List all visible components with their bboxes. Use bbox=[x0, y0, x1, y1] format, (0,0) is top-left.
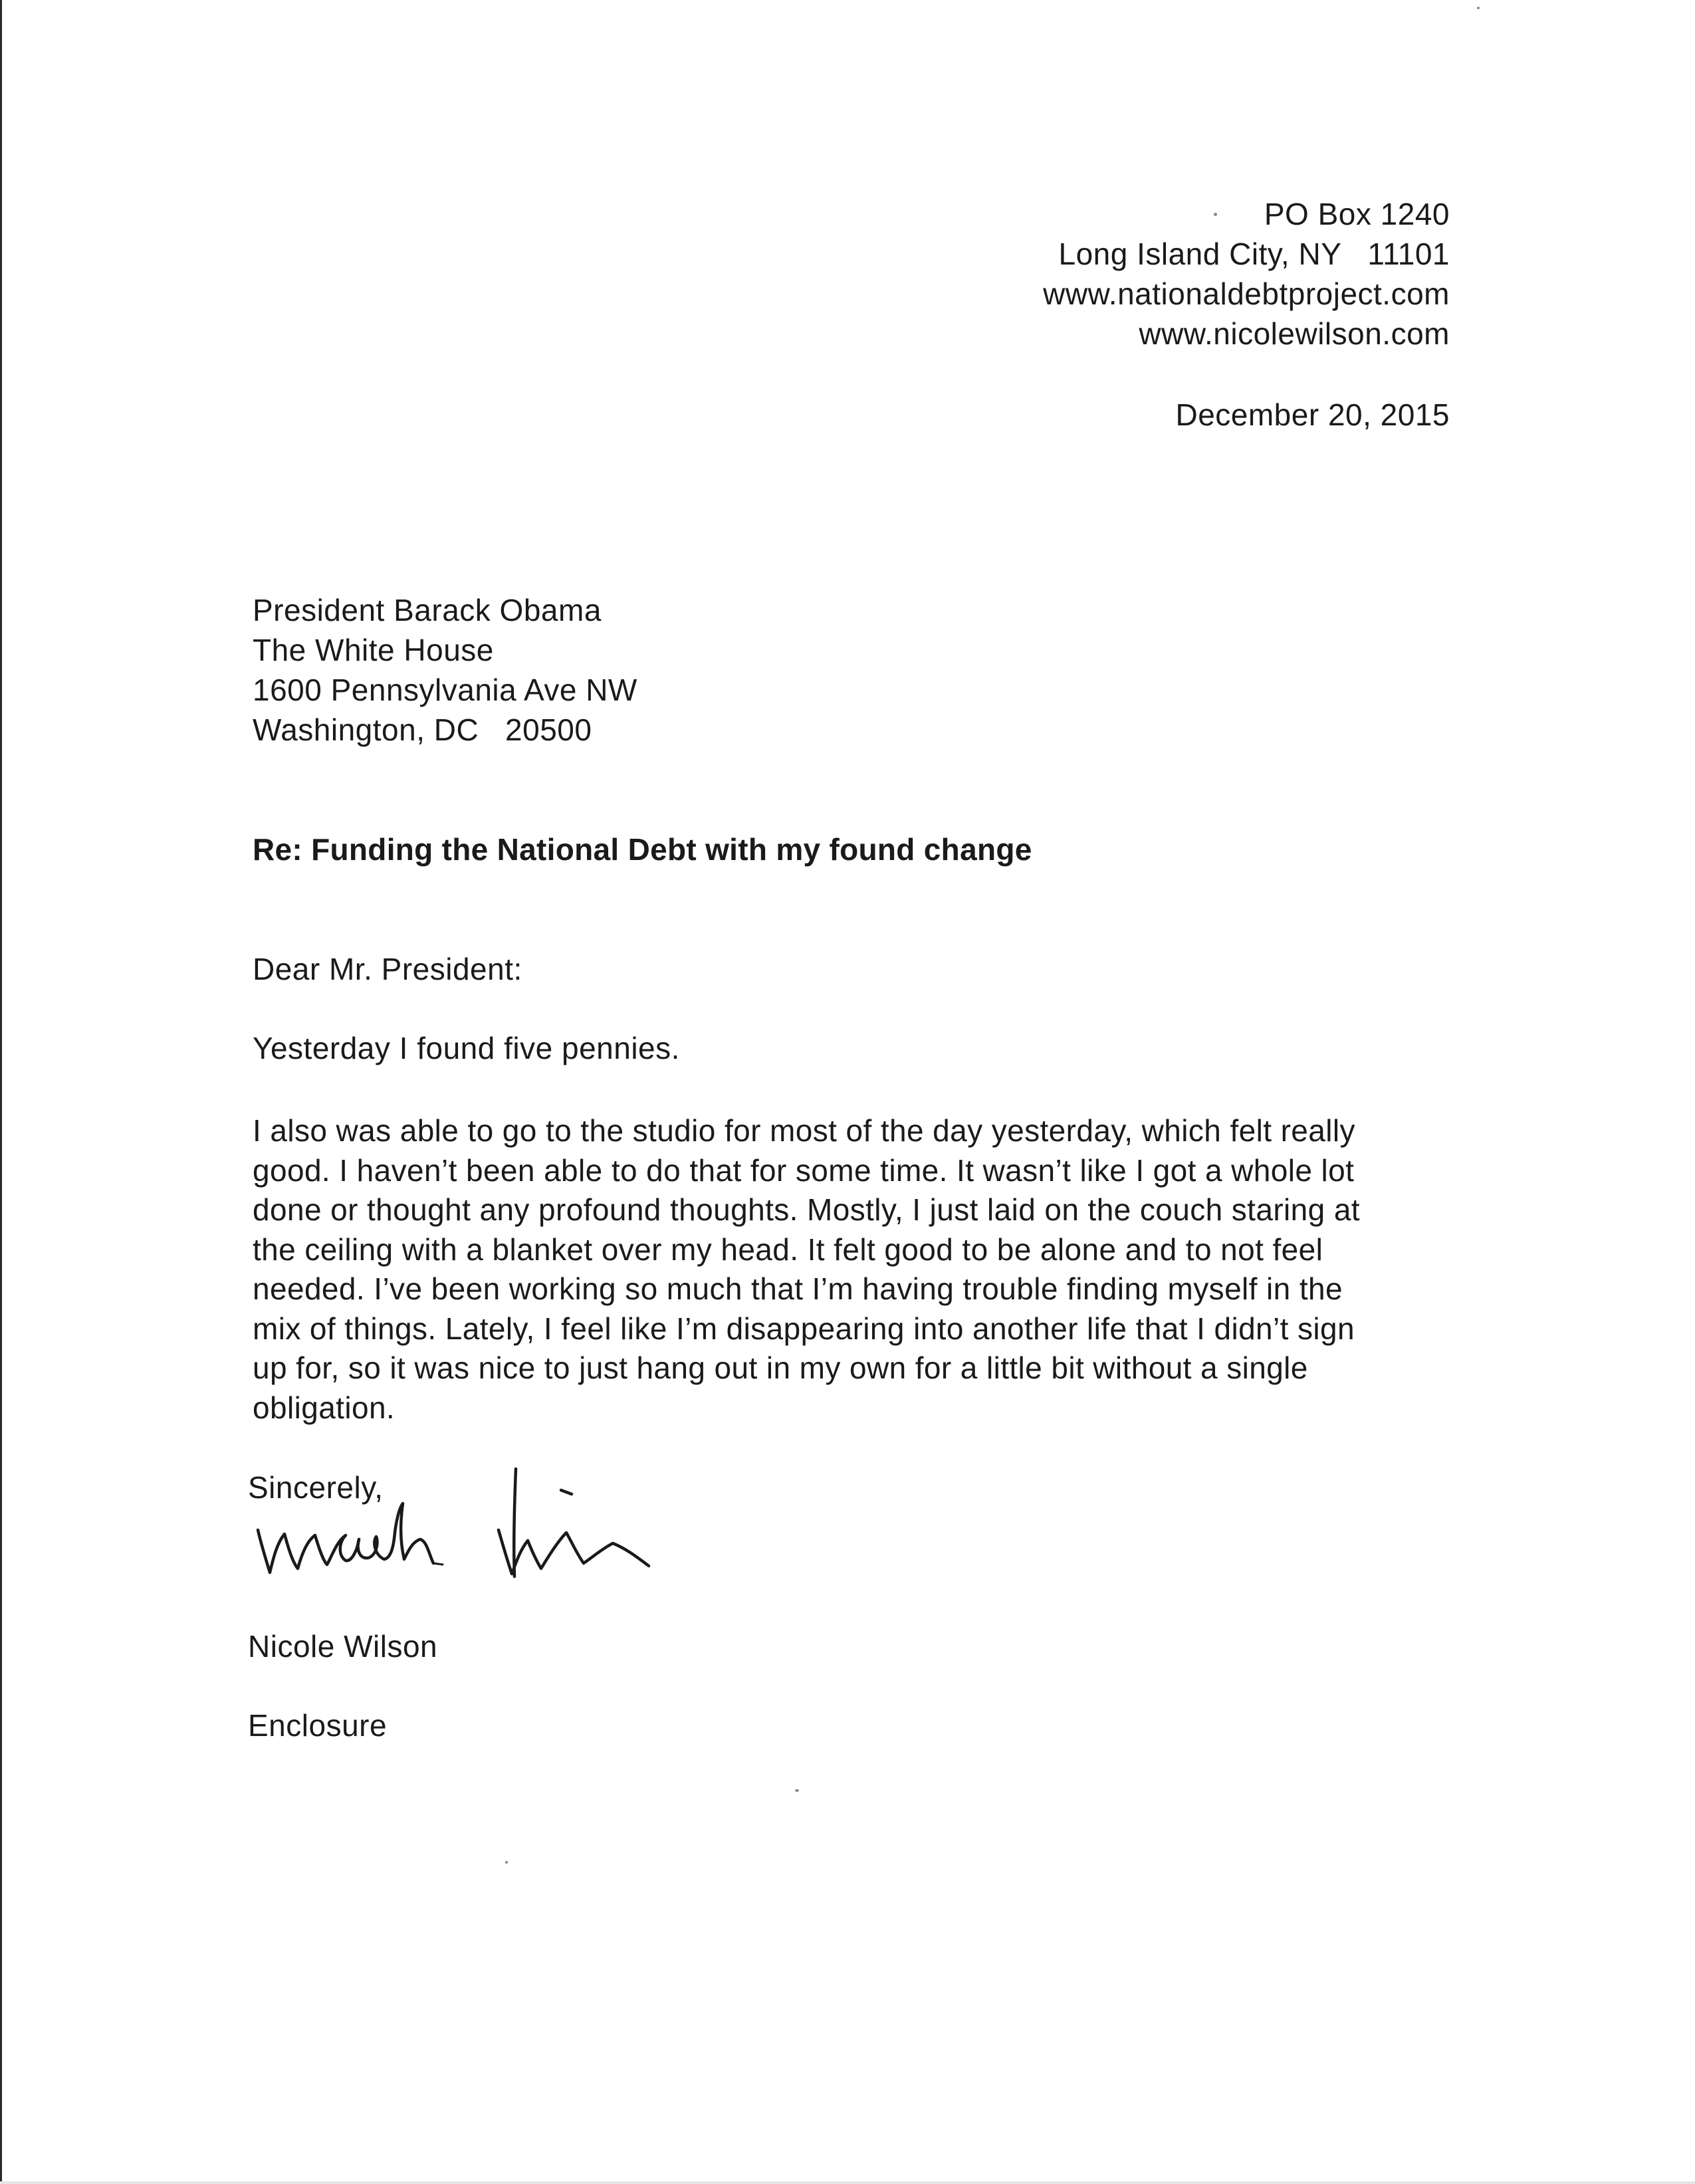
handwritten-signature bbox=[246, 1442, 671, 1602]
body-line: obligation. bbox=[253, 1390, 396, 1425]
signer-name: Nicole Wilson bbox=[248, 1629, 438, 1664]
return-address bbox=[1043, 194, 1450, 354]
body-paragraph bbox=[253, 1111, 1462, 1428]
recipient-address bbox=[253, 590, 637, 750]
scan-edge-bottom bbox=[0, 2181, 1695, 2184]
return-address-line: Long Island City, NY 11101 bbox=[1058, 237, 1450, 271]
website-link: www.nicolewilson.com bbox=[1139, 316, 1450, 351]
return-address-line: PO Box 1240 bbox=[1264, 197, 1450, 231]
enclosure-note: Enclosure bbox=[248, 1708, 388, 1743]
body-line: the ceiling with a blanket over my head. It felt good to be alone and to not feel bbox=[253, 1232, 1323, 1267]
website-link: www.nationaldebtproject.com bbox=[1043, 276, 1450, 311]
body-line: needed. I’ve been working so much that I’m having trouble finding myself in the bbox=[253, 1271, 1343, 1306]
recipient-line: The White House bbox=[253, 633, 494, 667]
body-line: I also was able to go to the studio for most of the day yesterday, which felt really bbox=[253, 1113, 1355, 1148]
recipient-line: President Barack Obama bbox=[253, 593, 602, 627]
body-paragraph: Yesterday I found five pennies. bbox=[253, 1031, 680, 1065]
scan-speck bbox=[795, 1789, 799, 1792]
body-line: done or thought any profound thoughts. Mostly, I just laid on the couch staring at bbox=[253, 1192, 1360, 1227]
salutation: Dear Mr. President: bbox=[253, 952, 522, 986]
scan-speck bbox=[1477, 7, 1480, 9]
body-line: mix of things. Lately, I feel like I’m disappearing into another life that I didn’t sign bbox=[253, 1311, 1355, 1346]
body-line: up for, so it was nice to just hang out in my own for a little bit without a single bbox=[253, 1351, 1308, 1385]
closing: Sincerely, bbox=[248, 1470, 384, 1505]
recipient-line: 1600 Pennsylvania Ave NW bbox=[253, 673, 637, 707]
subject-line: Re: Funding the National Debt with my found change bbox=[253, 832, 1032, 867]
scan-edge bbox=[0, 0, 2, 2184]
body-line: good. I haven’t been able to do that for some time. It wasn’t like I got a whole lot bbox=[253, 1152, 1355, 1188]
scan-speck bbox=[505, 1861, 508, 1864]
recipient-line: Washington, DC 20500 bbox=[253, 712, 592, 747]
letter-date: December 20, 2015 bbox=[1175, 397, 1450, 432]
